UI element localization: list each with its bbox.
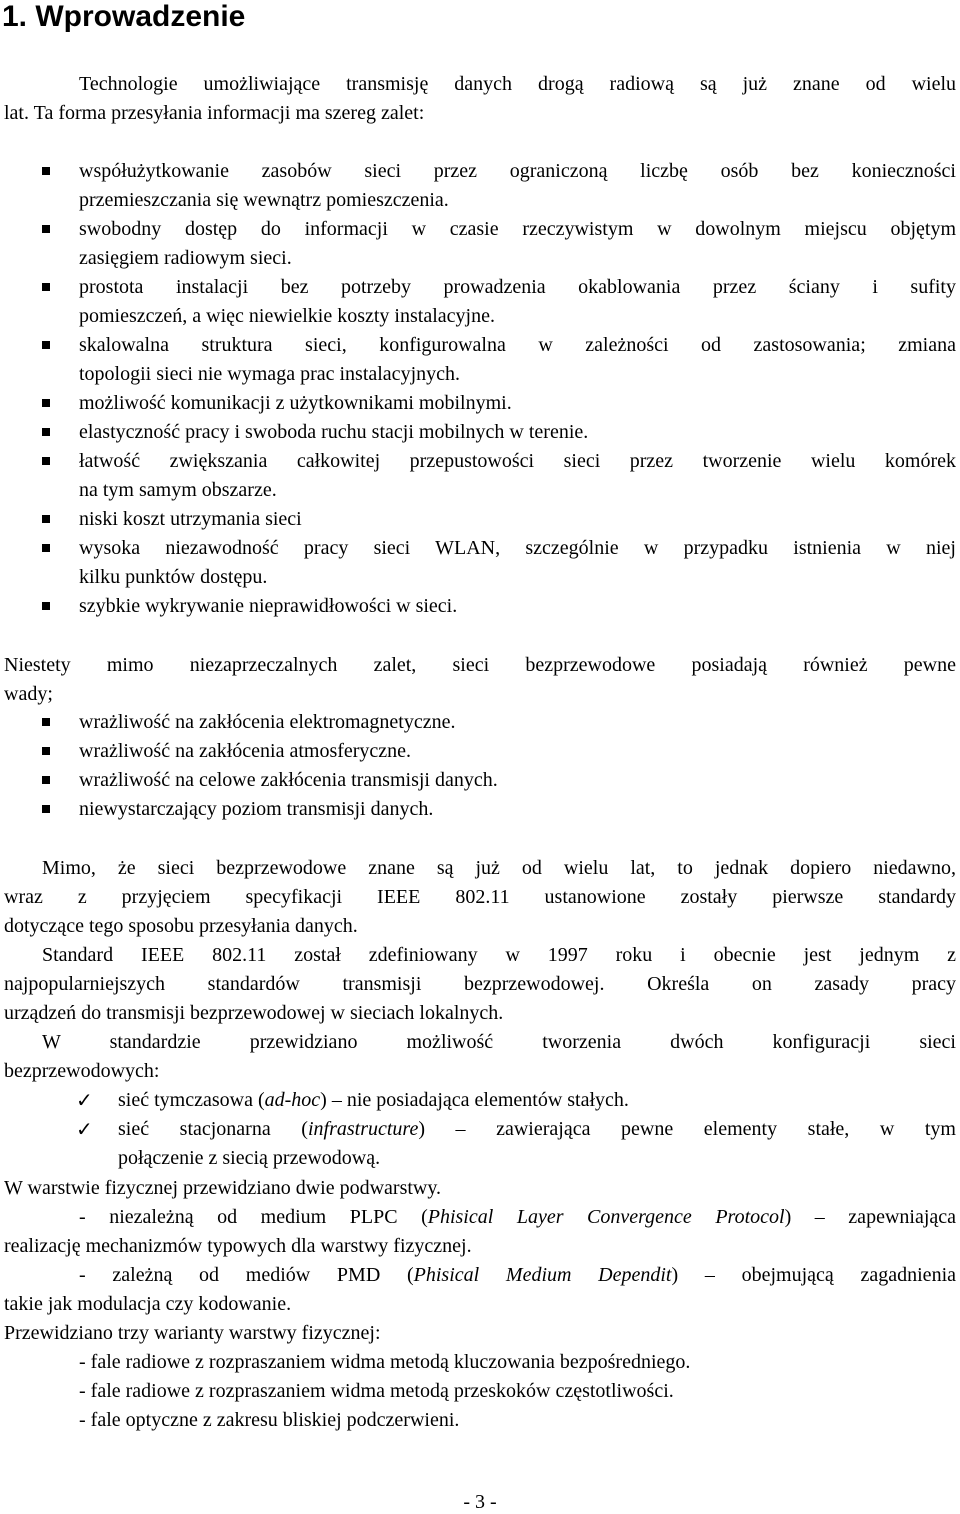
advantage-item: szybkie wykrywanie nieprawidłowości w sieci. [79, 595, 458, 617]
variant-item: - fale radiowe z rozpraszaniem widma metodą przeskoków częstotliwości. [79, 1380, 674, 1402]
advantage-item: na tym samym obszarze. [79, 479, 277, 501]
paragraph-line: najpopularniejszych standardów transmisji bezprzewodowej. Określa on zasady pracy [4, 973, 956, 995]
bullet-square-icon [42, 225, 50, 233]
advantage-item: elastyczność pracy i swoboda ruchu stacji mobilnych w terenie. [79, 421, 589, 443]
drawbacks-intro: Niestety mimo niezaprzeczalnych zalet, sieci bezprzewodowe posiadają również pewne [4, 654, 956, 676]
bullet-square-icon [42, 776, 50, 784]
bullet-square-icon [42, 399, 50, 407]
advantage-item: wysoka niezawodność pracy sieci WLAN, szczególnie w przypadku istnienia w niej [79, 537, 956, 559]
intro-line: lat. Ta forma przesyłania informacji ma szereg zalet: [4, 102, 425, 124]
variant-item: - fale radiowe z rozpraszaniem widma metodą kluczowania bezpośredniego. [79, 1351, 691, 1373]
bullet-square-icon [42, 747, 50, 755]
sublayer-plpc: - niezależną od medium PLPC (Phisical Layer Convergence Protocol) – zapewniająca [79, 1206, 957, 1228]
paragraph-line: W warstwie fizycznej przewidziano dwie podwarstwy. [4, 1177, 442, 1199]
checkmark-icon: ✓ [76, 1117, 93, 1141]
sublayer-pmd: - zależną od mediów PMD (Phisical Medium Dependit) – obejmującą zagadnienia [79, 1264, 956, 1286]
advantage-item: współużytkowanie zasobów sieci przez ograniczoną liczbę osób bez konieczności [79, 160, 956, 182]
paragraph-line: Mimo, że sieci bezprzewodowe znane są już od wielu lat, to jednak dopiero niedawno, [42, 857, 956, 879]
advantage-item: możliwość komunikacji z użytkownikami mobilnymi. [79, 392, 512, 414]
drawback-item: wrażliwość na zakłócenia elektromagnetyczne. [79, 711, 456, 733]
paragraph-line: bezprzewodowych: [4, 1060, 160, 1082]
config-item: sieć tymczasowa (ad-hoc) – nie posiadająca elementów stałych. [118, 1089, 629, 1111]
paragraph-line: dotyczące tego sposobu przesyłania danych. [4, 915, 358, 937]
advantage-item: prostota instalacji bez potrzeby prowadzenia okablowania przez ściany i sufity [79, 276, 956, 298]
paragraph-line: Przewidziano trzy warianty warstwy fizycznej: [4, 1322, 381, 1344]
paragraph-line: wraz z przyjęciem specyfikacji IEEE 802.11 ustanowione zostały pierwsze standardy [4, 886, 956, 908]
advantage-item: kilku punktów dostępu. [79, 566, 268, 588]
bullet-square-icon [42, 544, 50, 552]
advantage-item: łatwość zwiększania całkowitej przepustowości sieci przez tworzenie wielu komórek [79, 450, 956, 472]
advantage-item: przemieszczania się wewnątrz pomieszczenia. [79, 189, 449, 211]
page-number: - 3 - [463, 1491, 497, 1513]
bullet-square-icon [42, 283, 50, 291]
checkmark-icon: ✓ [76, 1088, 93, 1112]
bullet-square-icon [42, 515, 50, 523]
advantage-item: pomieszczeń, a więc niewielkie koszty instalacyjne. [79, 305, 495, 327]
paragraph-line: Standard IEEE 802.11 został zdefiniowany w 1997 roku i obecnie jest jednym z [42, 944, 956, 966]
drawback-item: wrażliwość na celowe zakłócenia transmisji danych. [79, 769, 498, 791]
bullet-square-icon [42, 341, 50, 349]
section-heading: 1. Wprowadzenie [2, 0, 246, 33]
advantage-item: zasięgiem radiowym sieci. [79, 247, 292, 269]
sublayer-plpc: realizację mechanizmów typowych dla warstwy fizycznej. [4, 1235, 472, 1257]
advantage-item: skalowalna struktura sieci, konfigurowalna w zależności od zastosowania; zmiana [79, 334, 956, 356]
variant-item: - fale optyczne z zakresu bliskiej podczerwieni. [79, 1409, 460, 1431]
drawback-item: wrażliwość na zakłócenia atmosferyczne. [79, 740, 412, 762]
config-item: sieć stacjonarna (infrastructure) – zawierająca pewne elementy stałe, w tym [118, 1118, 956, 1140]
intro-line: Technologie umożliwiające transmisję danych drogą radiową są już znane od wielu [79, 73, 956, 95]
advantage-item: swobodny dostęp do informacji w czasie rzeczywistym w dowolnym miejscu objętym [79, 218, 956, 240]
bullet-square-icon [42, 428, 50, 436]
drawbacks-intro: wady; [4, 683, 53, 705]
bullet-square-icon [42, 457, 50, 465]
advantage-item: topologii sieci nie wymaga prac instalacyjnych. [79, 363, 460, 385]
bullet-square-icon [42, 602, 50, 610]
bullet-square-icon [42, 167, 50, 175]
drawback-item: niewystarczający poziom transmisji danych. [79, 798, 434, 820]
paragraph-line: urządzeń do transmisji bezprzewodowej w sieciach lokalnych. [4, 1002, 504, 1024]
sublayer-pmd: takie jak modulacja czy kodowanie. [4, 1293, 292, 1315]
config-item: połączenie z siecią przewodową. [118, 1147, 381, 1169]
bullet-square-icon [42, 718, 50, 726]
advantage-item: niski koszt utrzymania sieci [79, 508, 302, 530]
paragraph-line: W standardzie przewidziano możliwość tworzenia dwóch konfiguracji sieci [42, 1031, 956, 1053]
bullet-square-icon [42, 805, 50, 813]
